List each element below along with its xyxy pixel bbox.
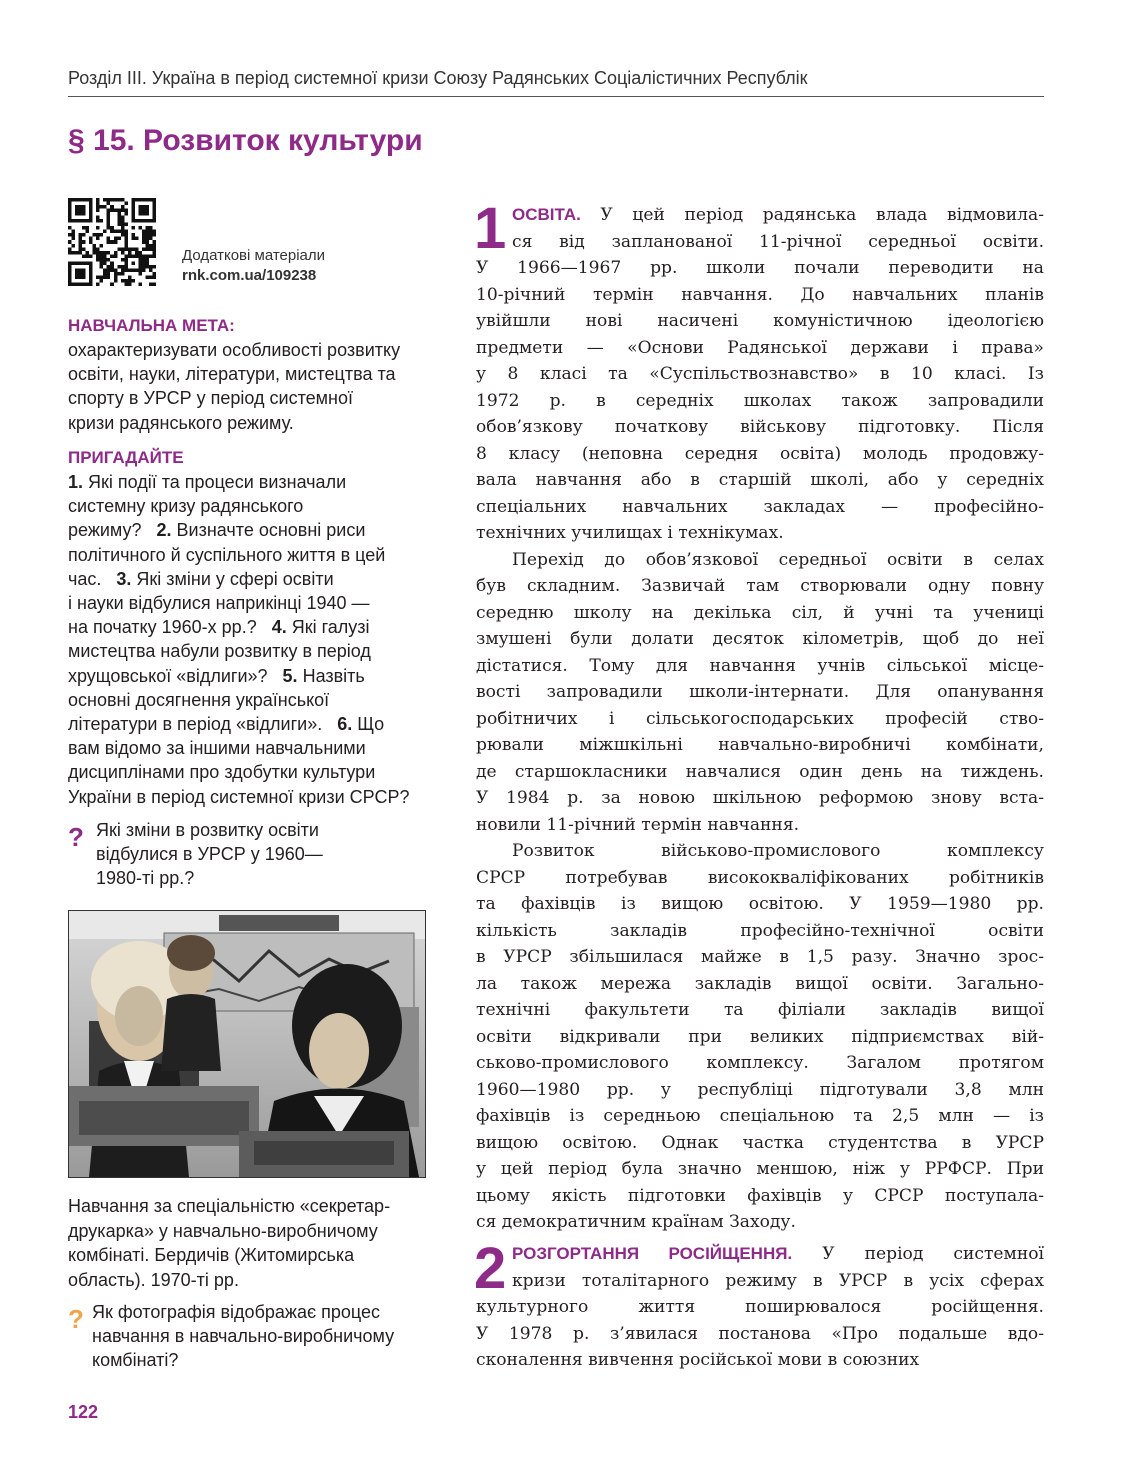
recall-line [68, 470, 438, 494]
recall-line [68, 591, 438, 615]
extra-materials-link[interactable]: rnk.com.ua/109238 [182, 267, 317, 284]
recall-line [68, 688, 438, 712]
question-1 [96, 818, 323, 890]
article-line: де старшокласники навчалися один день на тиждень. [476, 761, 1044, 782]
recall-text: вам відомо за іншими навчальними [68, 738, 366, 759]
article-line: 1972 р. в середніх школах також запровадили [476, 390, 1044, 411]
question-number: 5. [282, 665, 298, 686]
section-keyword: ОСВІТА. [512, 205, 581, 224]
extra-materials-label: Додаткові матеріали [182, 247, 326, 264]
article-line: Перехід до обов’язкової середньої освіти в селах [512, 549, 1044, 570]
article-line: 8 класу (неповна середня освіта) молодь продовжу- [476, 443, 1044, 464]
article-line: рювали міжшкільні навчально-виробничі комбінати, [476, 735, 1044, 755]
recall-text: політичного й суспільного життя в цей [68, 544, 386, 565]
article-line: освіти відкривали при великих підприємствах вій- [476, 1026, 1044, 1047]
text-line: Як фотографія відображає процес [92, 1302, 381, 1322]
recall-text: Які галузі [286, 617, 370, 638]
question-mark-icon: ? [68, 822, 84, 852]
article-line: 10-річний термін навчання. До навчальних планів [476, 284, 1044, 305]
text-line: область). 1970-ті рр. [68, 1269, 239, 1290]
recall-questions [68, 470, 438, 809]
article-line: середню школу на декілька сіл, й учні та учениці [476, 602, 1044, 623]
article-line: у 8 класі та «Суспільствознавство» в 10 класі. Із [476, 364, 1044, 384]
photo-caption [68, 1194, 390, 1292]
text-line: Навчання за спеціальністю «секретар- [68, 1196, 391, 1216]
article-line: Розвиток військово-промислового комплексу [512, 841, 1044, 861]
article-line: робітничих і сільськогосподарських професій ство- [476, 708, 1044, 729]
question-number: 1. [68, 472, 84, 492]
article-text: У цей період радянська влада відмовила- [580, 205, 1044, 225]
article-part-1 [474, 196, 1044, 1236]
article-line: вала навчання або в старшій школі, або у середніх [476, 470, 1044, 490]
recall-text: України в період системної кризи СРСР? [68, 786, 410, 807]
article-line: 1960—1980 рр. у республіці підготували 3,8 млн [476, 1079, 1044, 1100]
article-line: фахівців із середньою спеціальною та 2,5 млн — із [476, 1106, 1044, 1126]
text-line: навчання в навчально-виробничому [92, 1326, 395, 1346]
learning-goal-heading: НАВЧАЛЬНА МЕТА: [68, 316, 235, 335]
article-line: СРСР потребував висококваліфікованих робітників [476, 867, 1044, 888]
recall-text: і науки відбулися наприкінці 1940 — [68, 593, 370, 614]
running-head: Розділ III. Україна в період системної кризи Союзу Радянських Соціалістичних Республік [68, 68, 808, 88]
article-line: кількість закладів професійно-технічної освіти [476, 920, 1044, 941]
recall-line [68, 785, 438, 809]
question-number: 6. [337, 714, 353, 735]
question-number: 2. [156, 520, 172, 541]
article-line: вості запровадили школи-інтернати. Для опанування [476, 682, 1044, 702]
recall-text: дисциплінами про здобутки культури [68, 762, 376, 783]
header-divider [68, 96, 1044, 97]
text-line: Які зміни в розвитку освіти [96, 820, 319, 840]
article-line [476, 1241, 1044, 1268]
article-line: цьому якість підготовки фахівців у СРСР поступала- [476, 1185, 1044, 1206]
article-line: був складним. Зазвичай там створювали одну повну [476, 576, 1044, 596]
recall-text: Які зміни у сфері освіти [131, 568, 334, 589]
article-line: У 1978 р. з’явилася постанова «Про подальше вдо- [476, 1323, 1044, 1344]
question-number: 3. [116, 568, 132, 589]
text-line: друкарка» у навчально-виробничому [68, 1220, 378, 1241]
article-line [476, 202, 1044, 229]
text-line: кризи радянського режиму. [68, 412, 294, 433]
article-line: технічних училищах і технікумах. [476, 523, 784, 543]
article-line: У 1966—1967 рр. школи почали переводити на [476, 258, 1044, 278]
question-mark-icon: ? [68, 1304, 84, 1334]
article-line: У 1984 р. за новою шкільною реформою знову вста- [476, 788, 1044, 808]
text-line: 1980-ті рр.? [96, 868, 195, 888]
recall-line [68, 543, 438, 567]
recall-text: Які події та процеси визначали [83, 472, 347, 492]
article-line: ла також мережа закладів вищої освіти. Загально- [476, 973, 1044, 994]
article-line: в УРСР збільшилася майже в 1,5 разу. Значно зрос- [476, 947, 1044, 967]
recall-line [68, 760, 438, 784]
article-line: технічні факультети та філіали закладів вищої [476, 1000, 1044, 1020]
article-line: ськово-промислового комплексу. Загалом протягом [476, 1053, 1044, 1073]
article-line: предмети — «Основи Радянської держави і права» [476, 337, 1044, 358]
recall-text: Що [352, 714, 385, 735]
recall-text: системну кризу радянського [68, 496, 304, 517]
recall-text: Визначте основні риси [171, 520, 366, 541]
article-line: у цей період була значно меншою, ніж у РРФСР. При [476, 1159, 1044, 1179]
text-line: комбінаті? [92, 1350, 179, 1370]
article-line: та фахівців із вищою освітою. У 1959—1980 рр. [476, 894, 1044, 914]
article-line: змушені були долати десяток кілометрів, щоб до неї [476, 629, 1044, 649]
section-number-1: 1 [474, 196, 507, 261]
extra-materials [182, 246, 325, 286]
recall-line [68, 712, 438, 736]
question-number: 4. [271, 617, 287, 638]
article-line: новили 11-річний термін навчання. [476, 814, 800, 835]
article-line: культурного життя поширювалося російщення. [476, 1297, 1044, 1317]
text-line: спорту в УРСР у період системної [68, 388, 353, 409]
recall-text: Назвіть [297, 665, 365, 686]
article-line: обов’язкову початкову військову підготовку. Після [476, 417, 1044, 437]
qr-code-icon[interactable] [68, 198, 156, 286]
article-text: У період системної [792, 1244, 1044, 1264]
article-line: увійшли нові насичені комуністичною ідеологією [476, 311, 1044, 331]
article-part-2 [474, 1236, 1044, 1374]
recall-line [68, 518, 438, 542]
article-line: сконалення вивчення російської мови в союзних [476, 1350, 920, 1370]
recall-line [68, 615, 438, 639]
recall-line [68, 736, 438, 760]
article-line: кризи тоталітарного режиму в УРСР в усіх сферах [512, 1270, 1044, 1291]
page-number: 122 [68, 1402, 99, 1422]
text-line: комбінаті. Бердичів (Житомирська [68, 1245, 355, 1265]
recall-line [68, 494, 438, 518]
classroom-photo [68, 910, 426, 1178]
article-line: вищою освітою. Однак частка студентства в УРСР [476, 1132, 1044, 1153]
article-line: ся від запланованої 11-річної середньої освіти. [512, 231, 1044, 252]
recall-text: час. [68, 568, 117, 589]
text-line: освіти, науки, літератури, мистецтва та [68, 364, 396, 385]
recall-text: на початку 1960-х рр.? [68, 617, 272, 638]
section-title: § 15. Розвиток культури [68, 124, 423, 157]
recall-text: хрущовської «відлиги»? [68, 665, 283, 686]
recall-text: основні досягнення української [68, 689, 330, 710]
section-number-2: 2 [474, 1236, 507, 1301]
article-line: спеціальних навчальних закладах — професійно- [476, 496, 1044, 517]
article-line: дістатися. Тому для навчання учнів сільської місце- [476, 655, 1044, 676]
recall-text: літератури в період «відлиги». [68, 714, 338, 735]
text-line: відбулися в УРСР у 1960— [96, 844, 323, 864]
recall-line [68, 567, 438, 591]
recall-line [68, 639, 438, 663]
recall-text: режиму? [68, 520, 157, 541]
article-line: ся демократичним країнам Заходу. [476, 1212, 796, 1232]
recall-text: мистецтва набули розвитку в період [68, 641, 371, 662]
section-keyword: РОЗГОРТАННЯ РОСІЙЩЕННЯ. [512, 1244, 793, 1263]
question-2 [92, 1300, 394, 1372]
learning-goal-text [68, 338, 438, 435]
recall-line [68, 664, 438, 688]
recall-heading: ПРИГАДАЙТЕ [68, 448, 184, 467]
text-line: охарактеризувати особливості розвитку [68, 340, 401, 360]
